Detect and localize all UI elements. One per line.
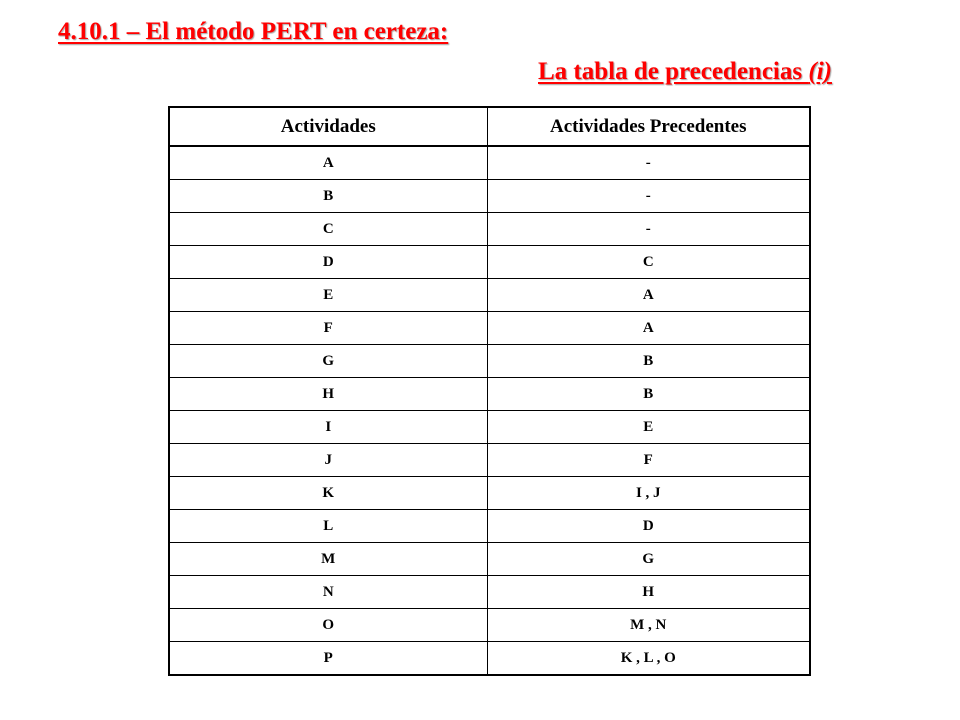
predecessors-cell: - xyxy=(487,213,810,246)
table-row xyxy=(169,411,810,444)
predecessors-cell: M , N xyxy=(487,609,810,642)
predecessors-cell: G xyxy=(487,543,810,576)
title-line-2-main: La tabla de precedencias xyxy=(538,58,809,85)
activity-cell: L xyxy=(169,510,487,543)
column-header-predecessors: Actividades Precedentes xyxy=(487,107,810,146)
activity-cell: H xyxy=(169,378,487,411)
predecessors-cell: A xyxy=(487,279,810,312)
table-row xyxy=(169,378,810,411)
activity-cell: N xyxy=(169,576,487,609)
activity-cell: P xyxy=(169,642,487,676)
predecessors-cell: A xyxy=(487,312,810,345)
table-row xyxy=(169,345,810,378)
title-line-2-suffix: (i) xyxy=(808,58,832,85)
table-row xyxy=(169,576,810,609)
predecessors-cell: C xyxy=(487,246,810,279)
activity-cell: C xyxy=(169,213,487,246)
table-row xyxy=(169,180,810,213)
table-header-row xyxy=(169,107,810,146)
table-row xyxy=(169,246,810,279)
predecessors-cell: D xyxy=(487,510,810,543)
predecessors-cell: E xyxy=(487,411,810,444)
activity-cell: B xyxy=(169,180,487,213)
activity-cell: D xyxy=(169,246,487,279)
activity-cell: F xyxy=(169,312,487,345)
precedence-table xyxy=(168,106,811,676)
table-row xyxy=(169,444,810,477)
table-row xyxy=(169,477,810,510)
table-row xyxy=(169,146,810,180)
table-row xyxy=(169,312,810,345)
activity-cell: I xyxy=(169,411,487,444)
activity-cell: E xyxy=(169,279,487,312)
table-row xyxy=(169,609,810,642)
predecessors-cell: H xyxy=(487,576,810,609)
predecessors-cell: I , J xyxy=(487,477,810,510)
activity-cell: O xyxy=(169,609,487,642)
title-line-1: 4.10.1 – El método PERT en certeza: xyxy=(58,18,449,45)
predecessors-cell: B xyxy=(487,378,810,411)
activity-cell: M xyxy=(169,543,487,576)
table-row xyxy=(169,510,810,543)
activity-cell: J xyxy=(169,444,487,477)
predecessors-cell: F xyxy=(487,444,810,477)
activity-cell: G xyxy=(169,345,487,378)
table-row xyxy=(169,543,810,576)
table-row xyxy=(169,279,810,312)
predecessors-cell: B xyxy=(487,345,810,378)
predecessors-cell: - xyxy=(487,146,810,180)
activity-cell: K xyxy=(169,477,487,510)
column-header-activities: Actividades xyxy=(169,107,487,146)
table-row xyxy=(169,213,810,246)
predecessors-cell: K , L , O xyxy=(487,642,810,676)
activity-cell: A xyxy=(169,146,487,180)
predecessors-cell: - xyxy=(487,180,810,213)
table-row xyxy=(169,642,810,676)
title-line-2 xyxy=(538,58,832,86)
